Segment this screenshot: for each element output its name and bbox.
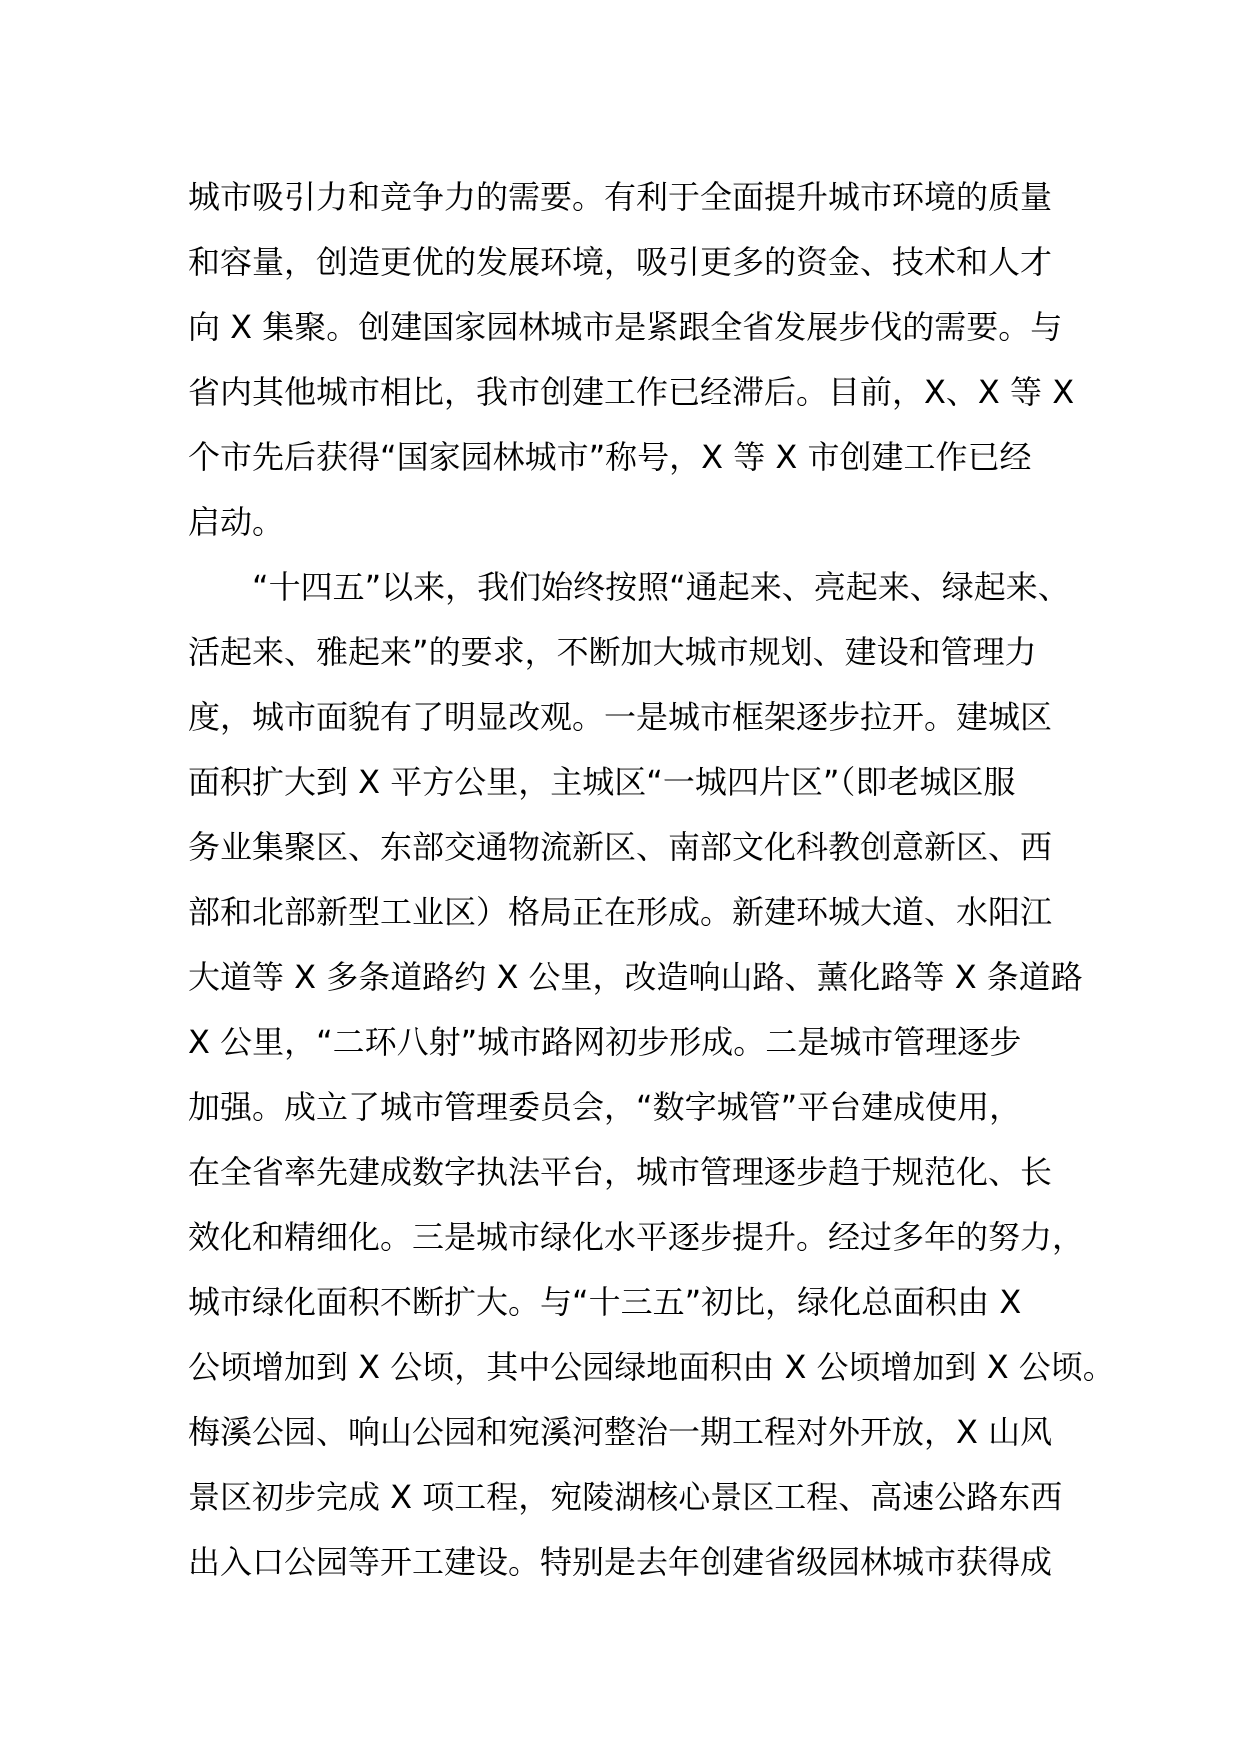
text-line: “十四五”以来，我们始终按照“通起来、亮起来、绿起来、	[188, 568, 1070, 606]
text-line: 出入口公园等开工建设。特别是去年创建省级园林城市获得成	[188, 1543, 1053, 1581]
text-line: 活起来、雅起来”的要求，不断加大城市规划、建设和管理力	[188, 633, 1037, 671]
text-line: 部和北部新型工业区）格局正在形成。新建环城大道、水阳江	[188, 893, 1053, 931]
text-line: 城市绿化面积不断扩大。与“十三五”初比，绿化总面积由 X	[188, 1283, 1022, 1321]
text-line: 大道等 X 多条道路约 X 公里，改造响山路、薰化路等 X 条道路	[188, 958, 1083, 996]
text-line: 梅溪公园、响山公园和宛溪河整治一期工程对外开放，X 山风	[188, 1413, 1053, 1451]
text-line: 务业集聚区、东部交通物流新区、南部文化科教创意新区、西	[188, 828, 1053, 866]
text-line: 个市先后获得“国家园林城市”称号，X 等 X 市创建工作已经	[188, 438, 1032, 476]
text-line: 城市吸引力和竞争力的需要。有利于全面提升城市环境的质量	[188, 178, 1053, 216]
text-line: 面积扩大到 X 平方公里，主城区“一城四片区”（即老城区服	[188, 763, 1016, 801]
body-text	[188, 165, 1115, 1595]
text-line: 加强。成立了城市管理委员会，“数字城管”平台建成使用，	[188, 1088, 1022, 1126]
text-line: 和容量，创造更优的发展环境，吸引更多的资金、技术和人才	[188, 243, 1053, 281]
text-line: 省内其他城市相比，我市创建工作已经滞后。目前，X、X 等 X	[188, 373, 1075, 411]
text-line: 公顷增加到 X 公顷，其中公园绿地面积由 X 公顷增加到 X 公顷。	[188, 1348, 1115, 1386]
text-line: 景区初步完成 X 项工程，宛陵湖核心景区工程、高速公路东西	[188, 1478, 1063, 1516]
text-line: 向 X 集聚。创建国家园林城市是紧跟全省发展步伐的需要。与	[188, 308, 1063, 346]
text-line: 度，城市面貌有了明显改观。一是城市框架逐步拉开。建城区	[188, 698, 1053, 736]
text-line: X 公里，“二环八射”城市路网初步形成。二是城市管理逐步	[188, 1023, 1022, 1061]
text-line: 在全省率先建成数字执法平台，城市管理逐步趋于规范化、长	[188, 1153, 1053, 1191]
text-line: 效化和精细化。三是城市绿化水平逐步提升。经过多年的努力，	[188, 1218, 1085, 1256]
text-line: 启动。	[188, 503, 285, 541]
